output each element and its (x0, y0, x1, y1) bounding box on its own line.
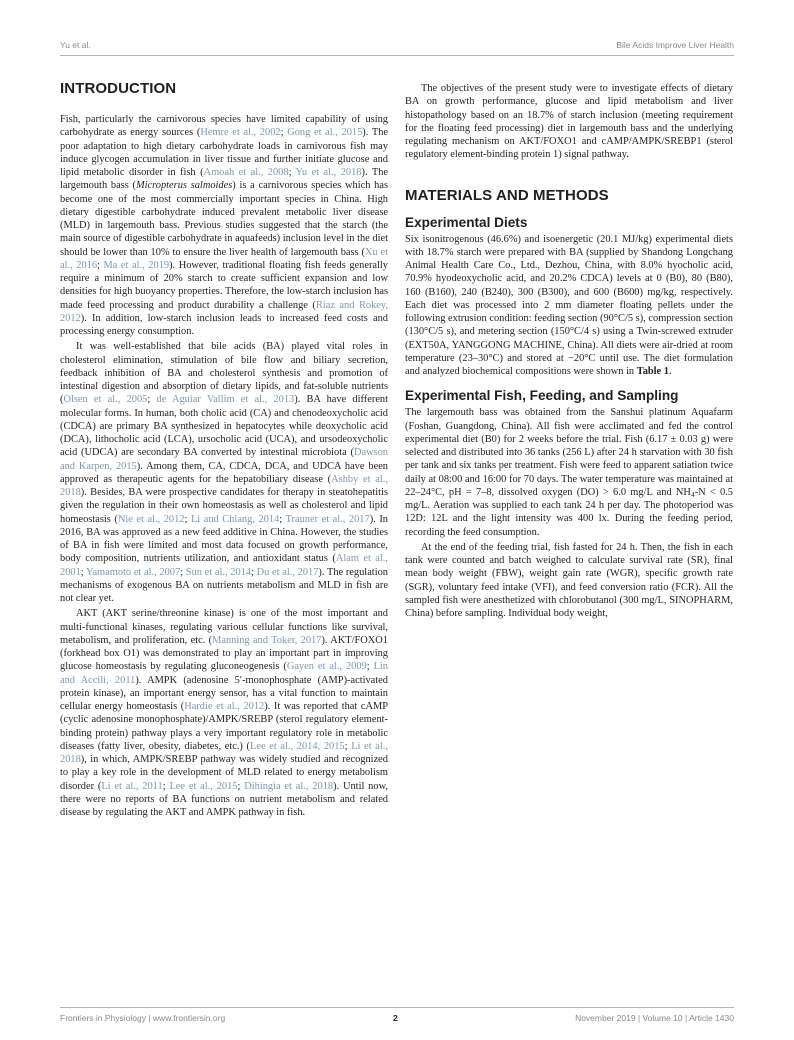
fish-paragraph-2: At the end of the feeding trial, fish fasted for 24 h. Then, the fish in each tank were counted and batch weighed to calculate survival rate (SR), final mean body weight (FBW), weight gain rate (WGR), specific growth rate (SGR), voluntary feed intake (VFI), and feed conversion ratio (FCR). All the sampled fish were anesthetized with chlorobutanol (300 mg/L, SINOPHARM, China) before sampling. Individual body weight, (405, 541, 733, 619)
citation-link[interactable]: Sun et al., 2014 (185, 566, 252, 578)
left-column (60, 80, 388, 819)
citation-link[interactable]: Li et al., 2018 (60, 740, 388, 765)
diets-heading: Experimental Diets (405, 214, 528, 230)
citation-link[interactable]: Dawson and Karpen, 2015 (60, 447, 388, 472)
fish-heading: Experimental Fish, Feeding, and Sampling (405, 388, 679, 404)
italic-term: Micropterus salmoides (135, 180, 233, 192)
intro-paragraph-2: It was well-established that bile acids (BA) played vital roles in cholesterol elimination, stimulation of bile flow and biliary secretion, feedback inhibition of BA and cholesterol synthesis and promotion of intestinal digestion and absorption of dietary lipids, and fat-soluble nutrients (Olsen et al., 2005; de Aguiar Vallim et al., 2013). BA have different molecular forms. In human, both cholic acid (CA) and chenodeoxycholic acid (CDCA) are primary BA synthesized in hepatocytes while deoxycholic acid (DCA), lithocholic acid (LCA), ursocholic acid (UCA), and ursodeoxycholic acid (UDCA) are secondary BA converted by intestinal microbiota (Dawson and Karpen, 2015). Among them, CA, CDCA, DCA, and UDCA have been approved as therapeutic agents for the hepatobiliary disease (Ashby et al., 2018). Besides, BA were prospective candidates for therapy in steatohepatitis given the regulation in their own homeostasis as well as cholesterol and lipid homeostasis (Nie et al., 2012; Li and Chiang, 2014; Trauner et al., 2017). In 2016, BA was approved as a new feed additive in China. However, the studies of BA in fish were limited and most data focused on growth performance, body composition, nutrients utilization, and antioxidant status (Alam et al., 2001; Yamamoto et al., 2007; Sun et al., 2014; Du et al., 2017). The regulation mechanisms of exogenous BA on nutrients metabolism and MLD in fish are not clear yet. (60, 341, 389, 604)
citation-link[interactable]: Ashby et al., 2018 (60, 473, 388, 498)
citation-link[interactable]: Hemre et al., 2002 (200, 127, 281, 139)
citation-link[interactable]: Gong et al., 2015 (287, 127, 363, 139)
citation-link[interactable]: Lee et al., 2015 (169, 780, 238, 792)
citation-link[interactable]: Hardie et al., 2012 (184, 701, 265, 712)
citation-link[interactable]: Ma et al., 2019 (103, 259, 170, 271)
footer-journal: Frontiers in Physiology | www.frontiersin.org (60, 1013, 226, 1023)
citation-link[interactable]: Manning and Toker, 2017 (212, 634, 322, 646)
intro-paragraph-1: Fish, particularly the carnivorous species have limited capability of using carbohydrate as energy sources (Hemre et al., 2002; Gong et al., 2015). The poor adaptation to high dietary carbohydrate loads in carnivorous fish may induce glycogen accumulation in liver tissue and further initiate glucose and lipid metabolic disorder in fish (Amoah et al., 2008; Yu et al., 2018). The largemouth bass (Micropterus salmoides) is a carnivorous species which has become one of the most commercially important species in China. High dietary digestible carbohydrate induced prevalent metabolic liver disease (MLD) in largemouth bass. Previous studies suggested that the starch (the main source of digestible carbohydrate in aquafeeds) inclusion level in the diet should be lower than 10% to ensure the liver health of largemouth bass (Xu et al., 2016; Ma et al., 2019). However, traditional floating fish feeds generally require a minimum of 20% starch to create sufficient expansion and low densities for high buoyancy properties. Therefore, the low-starch inclusion has made feed processing and product durability a challenge (Riaz and Rokey, 2012). In addition, low-starch inclusion leads to increased feed costs and processing energy consumption. (60, 114, 389, 337)
methods-heading: MATERIALS AND METHODS (405, 186, 609, 204)
citation-link[interactable]: Riaz and Rokey, 2012 (60, 299, 388, 324)
footer-issue: November 2019 | Volume 10 | Article 1430 (575, 1013, 734, 1023)
intro-paragraph-3: AKT (AKT serine/threonine kinase) is one of the most important and multi-functional kinases, regulating various cellular functions like survival, metabolism, and proliferation, etc. (Manning and Toker, 2017). AKT/FOXO1 (forkhead box O1) was demonstrated to play an important part in improving glucose homeostasis by regulating gluconeogenesis (Gayen et al., 2009; Lin and Accili, 2011). AMPK (adenosine 5′-monophosphate (AMP)-activated protein kinase), an important energy sensor, has a vital function to maintain cellular energy homeostasis (Hardie et al., 2012). It was reported that cAMP (cyclic adenosine monophosphate)/AMPK/SREBP (sterol regulatory element-binding protein) pathway plays a very important regulatory role in metabolic diseases (fatty liver, obesity, diabetes, etc.) (Lee et al., 2014, 2015; Li et al., 2018), in which, AMPK/SREBP pathway was widely studied and recognized to play a key role in the development of MLD related to energy metabolism disorder (Li et al., 2011; Lee et al., 2015; Dihingia et al., 2018). Until now, there were no reports of BA functions on nutrient metabolism and related disease by regulating the AKT and AMPK pathway in fish. (60, 608, 389, 818)
citation-link[interactable]: Yamamoto et al., 2007 (85, 566, 181, 578)
fish-paragraph-1: The largemouth bass was obtained from the Sanshui platinum Aquafarm (Foshan, Guangdong, China). All fish were acclimated and fed the control experimental diet (B0) for 2 weeks before the trial. Fish (6.17 ± 0.03 g) were selected and distributed into 36 tanks (256 L) after 24 h starvation with 30 fish per tank and six tanks per treatment. Fish were feed to apparent satiation twice daily at 08:00 and 16:00 for 70 days. The water temperature was maintained at 22–24°C, pH = 7–8, dissolved oxygen (DO) > 6.0 mg/L and $NH_4-N < 0.5$ mg/L. Aeration was supplied to each tank 24 h per day. The photoperiod was 12D: 12L and the light intensity was 400 lx. During the feeding period, recording the feed consumption. (405, 407, 734, 538)
citation-link[interactable]: Li and Chiang, 2014 (190, 513, 280, 525)
diets-paragraph: Six isonitrogenous (46.6%) and isoenergetic (20.1 MJ/kg) experimental diets with 18.7% starch were prepared with BA (supplied by Shandong Longchang Animal Health Care Co., Ltd., Dezhou, China, with 8.0% hyocholic acid, 70.9% hyodeoxycholic acid, and 20.2% CDCA) levels at 0 (B0), 80 (B80), 160 (B160), 240 (B240), 300 (B300), and 600 (B600) mg/kg, respectively. Each diet was processed into 2 mm diameter floating pellets under the following extrusion condition: feeding section (90°C/5 s), compression section (130°C/5 s), and metering section (150°C/4 s) using a Twin-screwed extruder (EXT50A, YANGGONG MACHINE, China). All diets were air-dried at room temperature (23–30°C) and stored at −20°C until use. The diet formulation and analyzed biochemical compositions were shown in Table 1. (405, 233, 733, 377)
citation-link[interactable]: Lee et al., 2014, 2015 (250, 740, 345, 752)
citation-link[interactable]: Li et al., 2011 (101, 780, 163, 792)
citation-link[interactable]: Lin and Accili, 2011 (60, 661, 388, 686)
citation-link[interactable]: Olsen et al., 2005 (63, 394, 148, 406)
citation-link[interactable]: Du et al., 2017 (256, 566, 319, 578)
page-number: 2 (393, 1013, 398, 1023)
footer-divider (60, 1007, 734, 1008)
citation-link[interactable]: Dihingia et al., 2018 (244, 780, 334, 792)
citation-link[interactable]: de Aguiar Vallim et al., 2013 (156, 394, 295, 406)
header-author: Yu et al. (60, 40, 91, 50)
citation-link[interactable]: Nie et al., 2012 (117, 513, 185, 525)
introduction-heading: INTRODUCTION (60, 80, 177, 97)
intro-paragraph-4: The objectives of the present study were to investigate effects of dietary BA on growth performance, glucose and lipid metabolism and liver histopathology based on an 18.7% of starch inclusion (meeting requirement for the floating feed processing) diet in largemouth bass and the underlying regulating mechanism on AKT/FOXO1 and cAMP/AMPK/SREBP1 (sterol regulatory element-binding protein 1) signal pathway. (405, 83, 733, 161)
running-header (60, 40, 734, 54)
header-divider (60, 55, 734, 56)
citation-link[interactable]: Xu et al., 2016 (60, 246, 388, 271)
citation-link[interactable]: Alam et al., 2001 (60, 553, 388, 578)
citation-link[interactable]: Amoah et al., 2008 (203, 167, 289, 178)
subscript: 4 (690, 489, 695, 499)
citation-link[interactable]: Yu et al., 2018 (295, 167, 362, 178)
citation-link[interactable]: Trauner et al., 2017 (285, 513, 370, 525)
table-reference: Table 1 (636, 366, 669, 377)
running-footer (60, 1013, 734, 1027)
header-short-title: Bile Acids Improve Liver Health (616, 40, 734, 50)
citation-link[interactable]: Gayen et al., 2009 (286, 661, 367, 673)
right-column (405, 80, 733, 620)
